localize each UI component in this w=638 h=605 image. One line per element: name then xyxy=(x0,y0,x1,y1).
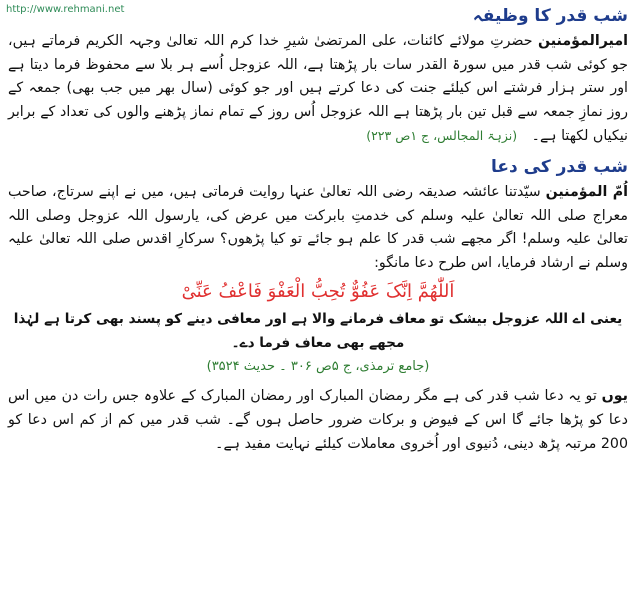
section1-citation: (نزہۃ المجالس، ج ۱ص ۲۲۳) xyxy=(366,128,518,144)
section1-body: حضرتِ مولائے کائنات، علی المرتضیٰ شیرِ خدا کرم اللہ تعالیٰ وجہہ الکریم فرماتے ہیں، جو کوئی شب قدر میں سورۃ القدر سات بار پڑھتا ہے، اللہ عزوجل اُسے ہر بلا سے محفوظ فرما دیتا ہے اور ستر ہزار فرشتے اس کیلئے جنت کی دعا کرتے ہیں اور جو کوئی (سال بھر میں جب بھی) جمعہ کے روز نمازِ جمعہ سے قبل تین بار پڑھتا ہے اللہ عزوجل اُس روز کے تمام نماز پڑھنے والوں کی تعداد کے برابر نیکیاں لکھتا ہے۔ xyxy=(8,33,628,145)
section1-paragraph xyxy=(8,30,628,149)
dua-reference: (جامع ترمذی، ج ۵ص ۳۰۶ ۔ حدیث ۳۵۲۴) xyxy=(206,359,430,375)
section2-lead-word: اُمّ المؤمنین xyxy=(545,183,628,200)
closing-lead-word: یوں xyxy=(601,388,629,405)
dua-translation: یعنی اے اللہ عزوجل بیشک تو معاف فرمانے والا ہے اور معافی دینے کو پسند بھی کرتا ہے لہٰذا مجھے بھی معاف فرما دے۔ xyxy=(13,311,623,352)
section1-heading: شب قدر کا وظیفہ xyxy=(472,6,628,26)
section1-lead-word: امیرالمؤمنین xyxy=(538,33,628,49)
section2-body: سیّدتنا عائشہ صدیقہ رضی اللہ تعالیٰ عنہا روایت فرماتی ہیں، میں نے اپنے سرتاج، صاحب معراج صلی اللہ تعالیٰ علیہ وسلم کی خدمتِ بابرکت میں عرض کی، یارسول اللہ عزوجل وصلی اللہ تعالیٰ علیہ وسلم! اگر مجھے شب قدر کا علم ہو جائے تو کیا پڑھوں؟ سرکارِ اقدس صلی اللہ تعالیٰ علیہ وسلم نے ارشاد فرمایا، اس طرح دعا مانگو: xyxy=(8,183,628,271)
dua-arabic-text: اَللّٰھُمَّ اِنَّکَ عَفُوٌّ تُحِبُّ الْعَفْوَ فَاعْفُ عَنِّیْ xyxy=(181,281,455,303)
section2-heading: شب قدر کی دعا xyxy=(490,156,628,177)
closing-paragraph xyxy=(8,385,628,456)
closing-body: تو یہ دعا شب قدر کی ہے مگر رمضان المبارک اور رمضان المبارک کے علاوہ جس رات دن میں اس دعا کو پڑھا جائے گا اس کے فیوض و برکات ضرور حاصل ہوں گے۔ شب قدر میں کم از کم اس دعا کو 200 مرتبہ پڑھ دینی، دُنیوی اور اُخروی معاملات کیلئے نہایت مفید ہے۔ xyxy=(8,388,628,452)
section2-paragraph xyxy=(8,181,628,275)
watermark-url: http://www.rehmani.net xyxy=(6,4,125,15)
